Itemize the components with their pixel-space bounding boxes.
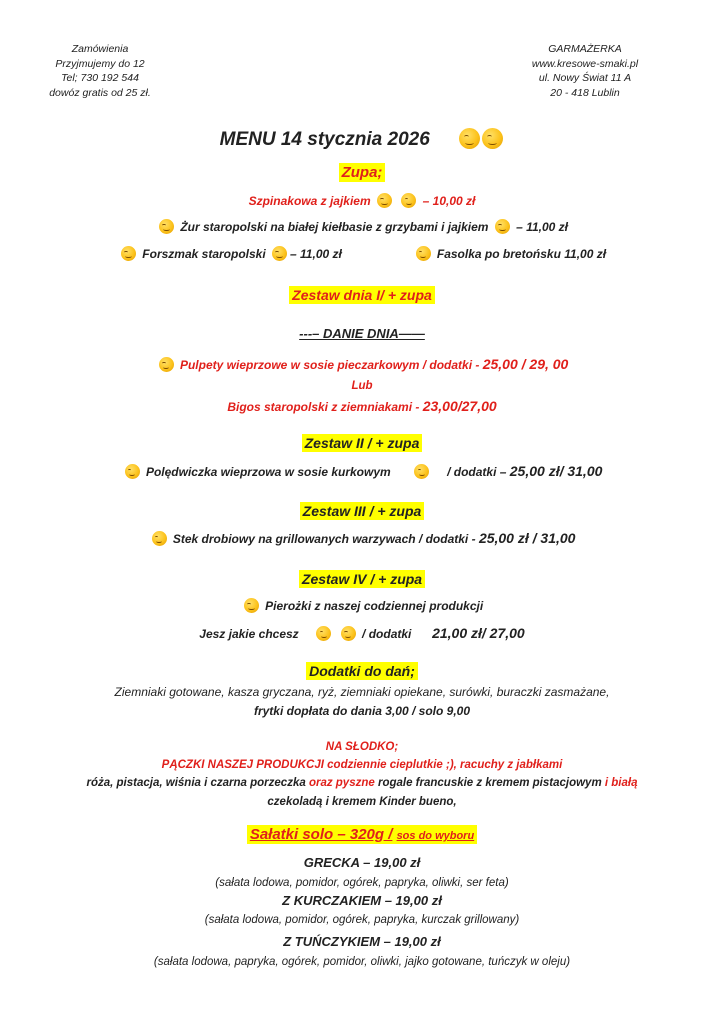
soup-item-name: Fasolka po bretońsku 11,00 zł — [436, 247, 607, 261]
set4-heading-row — [0, 571, 724, 587]
set4-item-1 — [0, 598, 724, 613]
or-label: Lub — [351, 380, 373, 392]
set2-item-price: 25,00 zł/ 31,00 — [509, 463, 603, 479]
set3-item — [0, 530, 724, 546]
set2-item-name: Polędwiczka wieprzowa w sosie kurkowym — [145, 465, 391, 479]
or-label-row — [0, 380, 724, 392]
wink-emoji-icon — [459, 128, 480, 149]
set3-heading: Zestaw III / + zupa — [300, 502, 425, 520]
set3-item-price: 25,00 zł / 31,00 — [478, 530, 576, 546]
soup-item-2 — [0, 219, 724, 234]
soup-item-price: – 11,00 zł — [516, 220, 568, 234]
soup-heading-row — [0, 164, 724, 181]
wink-emoji-icon — [272, 246, 287, 261]
sweets-line-2-part: oraz pyszne — [308, 777, 378, 789]
sweets-heading: NA SŁODKO; — [325, 741, 399, 753]
wink-emoji-icon — [414, 464, 429, 479]
wink-emoji-icon — [121, 246, 136, 261]
set3-heading-row — [0, 503, 724, 519]
salad-desc: (sałata lodowa, papryka, ogórek, pomidor, oliwki, jajko gotowane, tuńczyk w oleju) — [153, 956, 571, 968]
set4-item-sep: / dodatki — [362, 627, 412, 641]
sweets-line-2-part: i białą — [604, 777, 638, 789]
set2-heading: Zestaw II / + zupa — [302, 434, 423, 452]
wink-emoji-icon — [159, 357, 174, 372]
wink-emoji-icon — [482, 128, 503, 149]
wink-emoji-icon — [316, 626, 331, 641]
sides-heading-row — [0, 663, 724, 679]
soup-item-price: – 10,00 zł — [422, 194, 476, 208]
wink-emoji-icon — [159, 219, 174, 234]
shop-info-line: www.kresowe-smaki.pl — [531, 57, 639, 70]
set3-item-name: Stek drobiowy na grillowanych warzywach / dodatki - — [172, 532, 479, 546]
wink-emoji-icon — [401, 193, 416, 208]
menu-title: MENU 14 stycznia 2026 — [219, 129, 430, 150]
set4-item-name: Pierożki z naszej codziennej produkcji — [265, 599, 484, 613]
set1-item-2 — [0, 398, 724, 414]
order-info-line: Przyjmujemy do 12 — [55, 57, 145, 70]
wink-emoji-icon — [125, 464, 140, 479]
wink-emoji-icon — [495, 219, 510, 234]
wink-emoji-icon — [152, 531, 167, 546]
menu-title-row — [0, 128, 724, 151]
set1-item-price: 25,00 / 29, 00 — [482, 356, 569, 372]
salads-heading-box — [247, 825, 477, 844]
soup-item-1 — [0, 193, 724, 208]
shop-info-line: 20 - 418 Lublin — [550, 86, 620, 99]
order-info-line: Tel; 730 192 544 — [61, 72, 139, 84]
wink-emoji-icon — [341, 626, 356, 641]
salad-name: GRECKA – 19,00 zł — [303, 855, 421, 870]
set2-item-sep: / dodatki – — [447, 465, 510, 479]
salads-heading-row — [0, 826, 724, 844]
soup-item-name: Żur staropolski na białej kiełbasie z grzybami i jajkiem — [180, 220, 489, 234]
set2-item — [0, 463, 724, 479]
sides-line-2: frytki dopłata do dania 3,00 / solo 9,00 — [253, 704, 471, 718]
order-info — [20, 42, 180, 100]
sides-line-1: Ziemniaki gotowane, kasza gryczana, ryż, ziemniaki opiekane, surówki, buraczki zasmażane, — [114, 685, 610, 699]
set4-heading: Zestaw IV / + zupa — [299, 570, 425, 588]
set1-item-price: 23,00/27,00 — [422, 398, 497, 414]
shop-info-line: ul. Nowy Świat 11 A — [538, 72, 632, 84]
set4-item-name: Jesz jakie chcesz — [199, 627, 299, 641]
set1-heading: Zestaw dnia I/ + zupa — [289, 286, 435, 304]
set1-item-name: Pulpety wieprzowe w sosie pieczarkowym / dodatki - — [179, 358, 483, 372]
soup-item-name: Szpinakowa z jajkiem — [248, 194, 371, 208]
salad-desc: (sałata lodowa, pomidor, ogórek, papryka, oliwki, ser feta) — [215, 877, 509, 889]
soup-item-name: Forszmak staropolski — [142, 247, 266, 261]
soup-item-price: – 11,00 zł — [290, 247, 342, 261]
shop-info-line: GARMAŻERKA — [548, 43, 622, 55]
set4-item-price: 21,00 zł/ 27,00 — [432, 625, 525, 641]
salad-desc: (sałata lodowa, pomidor, ogórek, papryka, kurczak grillowany) — [204, 914, 520, 926]
wink-emoji-icon — [416, 246, 431, 261]
set4-item-2 — [0, 625, 724, 641]
set1-item-name: Bigos staropolski z ziemniakami - — [227, 400, 423, 414]
daily-dish-heading: ---– DANIE DNIA—— — [299, 326, 425, 341]
wink-emoji-icon — [244, 598, 259, 613]
sweets-line-2-part: rogale francuskie z kremem pistacjowym — [377, 777, 605, 789]
shop-info — [500, 42, 670, 100]
sweets-line-2-part: róża, pistacja, wiśnia i czarna porzeczka — [86, 777, 309, 789]
order-info-line: Zamówienia — [71, 43, 129, 55]
salads-heading: Sałatki solo – 320g / — [249, 826, 393, 843]
soup-heading: Zupa; — [339, 163, 386, 182]
wink-emoji-icon — [377, 193, 392, 208]
sweets-line-2 — [0, 777, 724, 789]
order-info-line: dowóz gratis od 25 zł. — [49, 86, 151, 99]
sweets-line-1: PĄCZKI NASZEJ PRODUKCJI codziennie cieplutkie ;), racuchy z jabłkami — [161, 759, 563, 771]
sides-heading: Dodatki do dań; — [306, 662, 418, 680]
set1-item-1 — [0, 356, 724, 372]
set1-heading-row — [0, 287, 724, 303]
soup-item-3-4 — [0, 246, 724, 261]
sweets-line-3: czekoladą i kremem Kinder bueno, — [267, 796, 457, 808]
salad-name: Z TUŃCZYKIEM – 19,00 zł — [283, 934, 441, 949]
set2-heading-row — [0, 435, 724, 451]
salad-name: Z KURCZAKIEM – 19,00 zł — [282, 893, 442, 908]
salads-heading-note: sos do wyboru — [396, 830, 475, 842]
daily-dish-heading-row — [0, 326, 724, 341]
